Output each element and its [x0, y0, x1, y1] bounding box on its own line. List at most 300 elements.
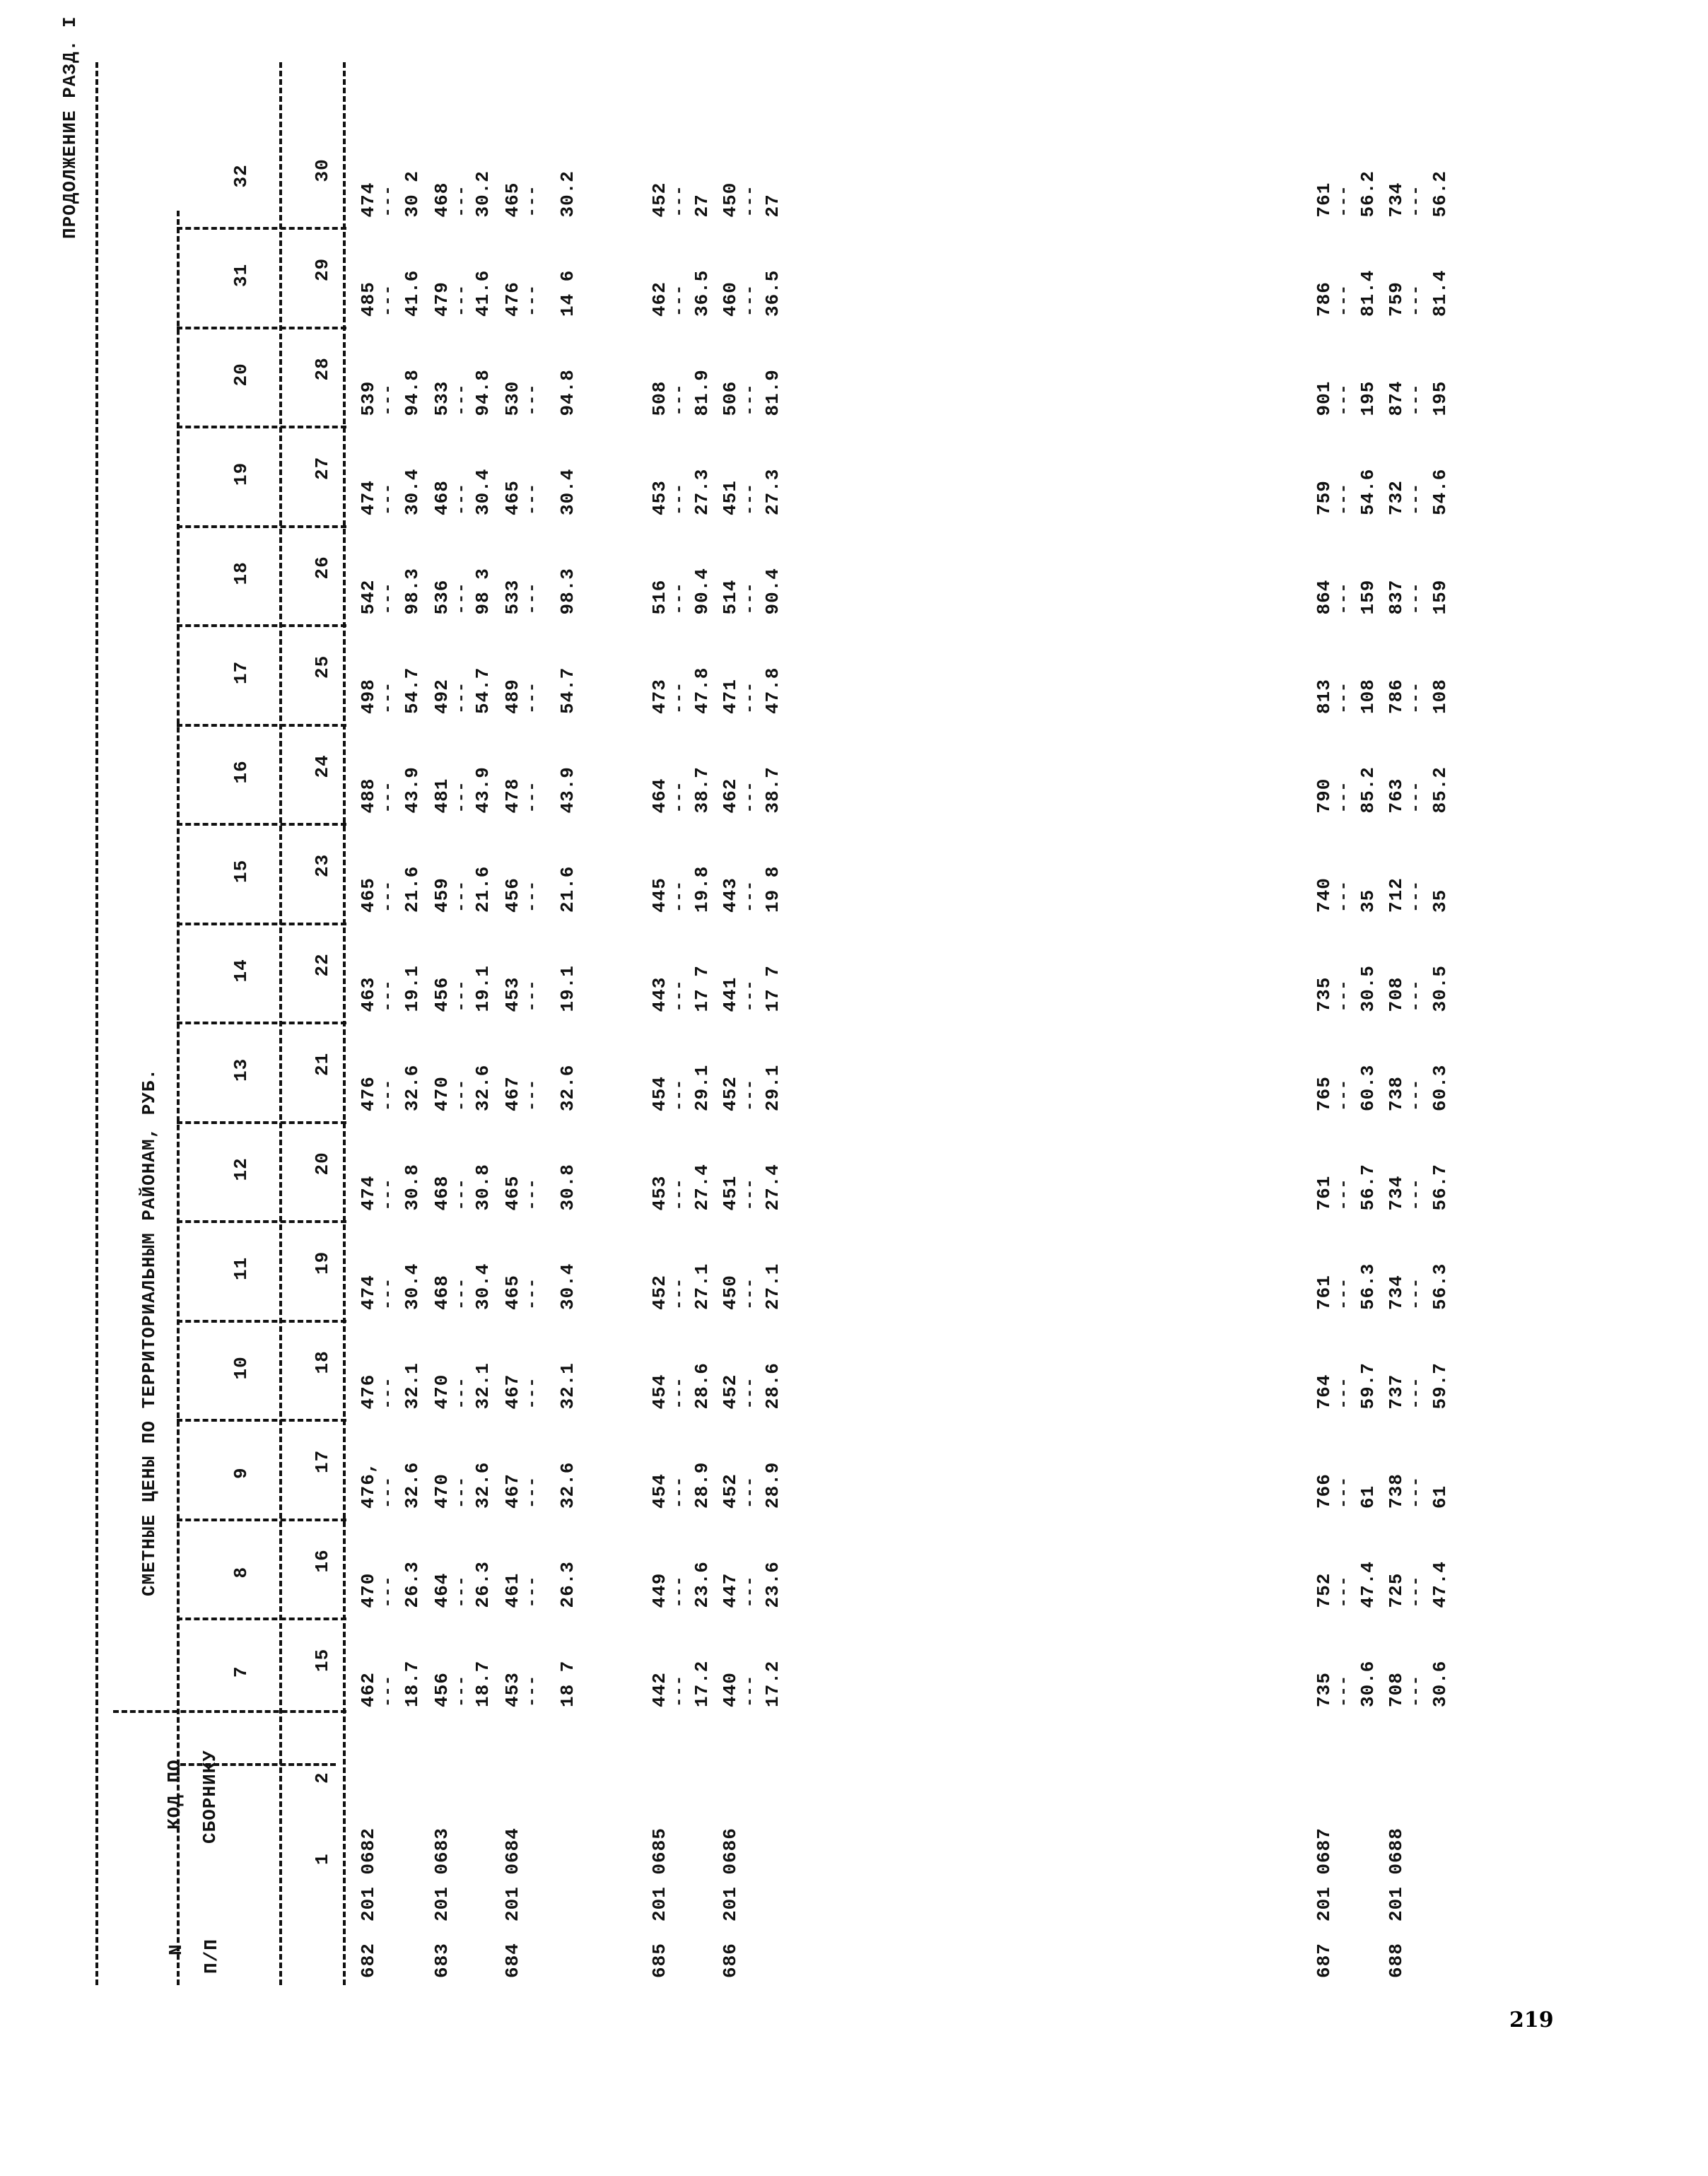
price-cell: 454 [649, 1473, 670, 1509]
row-number: 685 [649, 1943, 670, 1978]
price-cell: 159 [1357, 579, 1379, 615]
price-cell: 492 [431, 679, 452, 714]
price-cell: 738 [1386, 1473, 1407, 1509]
fraction-separator: --- [670, 283, 689, 317]
fraction-separator: --- [670, 1078, 689, 1111]
fraction-separator: --- [670, 1475, 689, 1509]
price-cell: 734 [1386, 1175, 1407, 1211]
price-cell: 19 8 [762, 865, 783, 913]
price-cell: 30.4 [472, 468, 493, 515]
fraction-separator: --- [741, 681, 760, 714]
price-cell: 451 [720, 480, 741, 515]
fraction-separator: --- [452, 482, 472, 515]
price-cell: 447 [720, 1572, 741, 1608]
column-divider [177, 1320, 346, 1323]
column-divider [177, 525, 346, 528]
price-cell: 30.4 [402, 1263, 423, 1310]
price-cell: 32.1 [472, 1362, 493, 1410]
fraction-separator: --- [523, 780, 542, 814]
price-cell: 32.6 [557, 1064, 578, 1111]
price-cell: 465 [358, 877, 379, 913]
fraction-separator: --- [379, 1575, 398, 1608]
price-cell: 98.3 [557, 568, 578, 615]
fraction-separator: --- [523, 185, 542, 218]
price-cell: 467 [502, 1076, 523, 1111]
row-code: 201 0687 [1314, 1827, 1335, 1921]
fraction-separator: --- [379, 681, 398, 714]
column-index: 23 [312, 853, 333, 877]
price-cell: 60.3 [1357, 1064, 1379, 1111]
price-cell: 54.7 [472, 667, 493, 714]
fraction-separator: --- [379, 482, 398, 515]
fraction-separator: --- [523, 383, 542, 416]
price-cell: 14 6 [557, 269, 578, 317]
price-cell: 17 7 [762, 965, 783, 1012]
fraction-separator: --- [523, 979, 542, 1012]
group-title: СМЕТНЫЕ ЦЕНЫ ПО ТЕРРИТОРИАЛЬНЫМ РАЙОНАМ, РУБ. [139, 1067, 160, 1596]
price-cell: 735 [1314, 976, 1335, 1012]
price-cell: 461 [502, 1572, 523, 1608]
price-cell: 30.2 [472, 170, 493, 218]
price-cell: 474 [358, 480, 379, 515]
fraction-separator: --- [1335, 979, 1354, 1012]
price-cell: 32.1 [557, 1362, 578, 1410]
price-cell: 462 [720, 778, 741, 814]
price-cell: 456 [431, 976, 452, 1012]
price-cell: 761 [1314, 1275, 1335, 1310]
fraction-separator: --- [452, 1376, 472, 1410]
price-cell: 54.6 [1357, 468, 1379, 515]
fraction-separator: --- [670, 681, 689, 714]
fraction-separator: --- [741, 1078, 760, 1111]
fraction-separator: --- [1335, 1078, 1354, 1111]
col-code-top: КОД ПО [164, 1759, 185, 1830]
price-cell: 874 [1386, 380, 1407, 416]
price-cell: 734 [1386, 182, 1407, 218]
price-cell: 453 [649, 1175, 670, 1211]
price-cell: 454 [649, 1374, 670, 1410]
fraction-separator: --- [379, 1376, 398, 1410]
price-cell: 508 [649, 380, 670, 416]
price-cell: 56.3 [1429, 1263, 1451, 1310]
fraction-separator: --- [452, 283, 472, 317]
price-cell: 459 [431, 877, 452, 913]
row-number: 688 [1386, 1943, 1407, 1978]
fraction-separator: --- [741, 1674, 760, 1707]
fraction-separator: --- [670, 383, 689, 416]
price-cell: 61 [1429, 1485, 1451, 1509]
fraction-separator: --- [1335, 482, 1354, 515]
price-cell: 465 [502, 480, 523, 515]
price-cell: 32.6 [472, 1064, 493, 1111]
price-cell: 450 [720, 1275, 741, 1310]
col-num-bottom: П/П [201, 1938, 222, 1974]
price-cell: 18 7 [557, 1660, 578, 1707]
region-number: 31 [230, 263, 252, 287]
fraction-separator: --- [741, 1178, 760, 1211]
price-cell: 474 [358, 182, 379, 218]
price-cell: 533 [502, 579, 523, 615]
fraction-separator: --- [452, 1475, 472, 1509]
price-cell: 28.9 [762, 1461, 783, 1509]
region-number: 16 [230, 760, 252, 784]
price-cell: 47.4 [1429, 1561, 1451, 1608]
fraction-separator: --- [741, 283, 760, 317]
fraction-separator: --- [1335, 1475, 1354, 1509]
price-cell: 32.1 [402, 1362, 423, 1410]
price-cell: 26.3 [402, 1561, 423, 1608]
page-number: 219 [1509, 2008, 1554, 2032]
fraction-separator: --- [1335, 1674, 1354, 1707]
fraction-separator: --- [523, 283, 542, 317]
price-cell: 786 [1386, 679, 1407, 714]
fraction-separator: --- [670, 879, 689, 913]
fraction-separator: --- [379, 283, 398, 317]
fraction-separator: --- [1407, 1575, 1426, 1608]
price-cell: 59.7 [1357, 1362, 1379, 1410]
region-number: 9 [230, 1467, 252, 1479]
fraction-separator: --- [1335, 681, 1354, 714]
fraction-separator: --- [1407, 1475, 1426, 1509]
fraction-separator: --- [741, 582, 760, 615]
fraction-separator: --- [379, 185, 398, 218]
fraction-separator: --- [670, 482, 689, 515]
price-cell: 734 [1386, 1275, 1407, 1310]
price-cell: 30 2 [402, 170, 423, 218]
price-cell: 901 [1314, 380, 1335, 416]
price-cell: 452 [720, 1076, 741, 1111]
price-cell: 442 [649, 1672, 670, 1707]
row-code: 201 0682 [358, 1827, 379, 1921]
price-cell: 30.4 [557, 1263, 578, 1310]
price-cell: 530 [502, 380, 523, 416]
fraction-separator: --- [670, 780, 689, 814]
column-index: 21 [312, 1052, 333, 1076]
fraction-separator: --- [523, 681, 542, 714]
fraction-separator: --- [523, 1078, 542, 1111]
row-number: 683 [431, 1943, 452, 1978]
region-number: 18 [230, 561, 252, 585]
fraction-separator: --- [1335, 879, 1354, 913]
price-cell: 47.8 [691, 667, 713, 714]
price-cell: 708 [1386, 1672, 1407, 1707]
region-number: 11 [230, 1256, 252, 1280]
fraction-separator: --- [741, 1575, 760, 1608]
price-cell: 29.1 [762, 1064, 783, 1111]
price-cell: 30.2 [557, 170, 578, 218]
row-number: 686 [720, 1943, 741, 1978]
price-cell: 864 [1314, 579, 1335, 615]
fraction-separator: --- [452, 185, 472, 218]
price-cell: 440 [720, 1672, 741, 1707]
fraction-separator: --- [452, 1078, 472, 1111]
price-cell: 465 [502, 1175, 523, 1211]
price-cell: 81.4 [1429, 269, 1451, 317]
fraction-separator: --- [670, 979, 689, 1012]
fraction-separator: --- [452, 780, 472, 814]
column-divider [180, 1763, 336, 1766]
fraction-separator: --- [670, 185, 689, 218]
price-cell: 463 [358, 976, 379, 1012]
price-cell: 21.6 [557, 865, 578, 913]
price-cell: 28.9 [691, 1461, 713, 1509]
price-cell: 27.4 [762, 1164, 783, 1211]
price-cell: 27.4 [691, 1164, 713, 1211]
row-code: 201 0688 [1386, 1827, 1407, 1921]
price-cell: 47.8 [762, 667, 783, 714]
column-divider [113, 1710, 346, 1713]
price-cell: 23.6 [762, 1561, 783, 1608]
column-divider [177, 1221, 346, 1224]
column-index: 16 [312, 1549, 333, 1573]
fraction-separator: --- [523, 1178, 542, 1211]
price-cell: 43.9 [472, 766, 493, 814]
price-cell: 712 [1386, 877, 1407, 913]
price-cell: 765 [1314, 1076, 1335, 1111]
price-cell: 47.4 [1357, 1561, 1379, 1608]
fraction-separator: --- [379, 582, 398, 615]
price-cell: 476, [358, 1461, 379, 1509]
column-index: 24 [312, 754, 333, 778]
price-cell: 30.6 [1357, 1660, 1379, 1707]
price-cell: 30.6 [1429, 1660, 1451, 1707]
price-cell: 43.9 [557, 766, 578, 814]
price-cell: 17.2 [762, 1660, 783, 1707]
price-cell: 30.4 [472, 1263, 493, 1310]
price-cell: 456 [431, 1672, 452, 1707]
price-cell: 56.2 [1429, 170, 1451, 218]
row-number: 682 [358, 1943, 379, 1978]
fraction-separator: --- [379, 1078, 398, 1111]
row-number: 687 [1314, 1943, 1335, 1978]
fraction-separator: --- [1407, 1674, 1426, 1707]
column-index: 27 [312, 456, 333, 480]
fraction-separator: --- [741, 979, 760, 1012]
fraction-separator: --- [379, 1277, 398, 1310]
fraction-separator: --- [741, 1376, 760, 1410]
price-cell: 488 [358, 778, 379, 814]
fraction-separator: --- [670, 1376, 689, 1410]
price-cell: 452 [720, 1473, 741, 1509]
price-cell: 56.7 [1429, 1164, 1451, 1211]
column-index: 18 [312, 1350, 333, 1374]
price-cell: 536 [431, 579, 452, 615]
fraction-separator: --- [741, 383, 760, 416]
column-index: 1 [312, 1853, 333, 1865]
fraction-separator: --- [452, 1178, 472, 1211]
price-cell: 30.5 [1357, 965, 1379, 1012]
price-cell: 476 [358, 1374, 379, 1410]
price-cell: 59.7 [1429, 1362, 1451, 1410]
price-cell: 539 [358, 380, 379, 416]
fraction-separator: --- [1407, 383, 1426, 416]
price-cell: 763 [1386, 778, 1407, 814]
fraction-separator: --- [1407, 582, 1426, 615]
column-index: 25 [312, 655, 333, 679]
price-cell: 35 [1357, 889, 1379, 913]
fraction-separator: --- [379, 780, 398, 814]
price-cell: 470 [431, 1374, 452, 1410]
fraction-separator: --- [452, 979, 472, 1012]
price-cell: 445 [649, 877, 670, 913]
region-number: 14 [230, 959, 252, 983]
fraction-separator: --- [741, 780, 760, 814]
price-cell: 19.1 [557, 965, 578, 1012]
price-cell: 30.5 [1429, 965, 1451, 1012]
price-cell: 478 [502, 778, 523, 814]
column-index: 17 [312, 1449, 333, 1473]
price-cell: 41.6 [402, 269, 423, 317]
price-cell: 474 [358, 1275, 379, 1310]
price-cell: 27.3 [762, 468, 783, 515]
price-cell: 32.6 [402, 1064, 423, 1111]
price-cell: 60.3 [1429, 1064, 1451, 1111]
fraction-separator: --- [379, 979, 398, 1012]
fraction-separator: --- [379, 879, 398, 913]
price-cell: 453 [502, 1672, 523, 1707]
continuation-label: ПРОДОЛЖЕНИЕ РАЗД. I [59, 16, 81, 239]
row-code: 201 0686 [720, 1827, 741, 1921]
price-cell: 17 7 [691, 965, 713, 1012]
price-cell: 542 [358, 579, 379, 615]
price-cell: 28.6 [691, 1362, 713, 1410]
price-cell: 443 [649, 976, 670, 1012]
fraction-separator: --- [1335, 1575, 1354, 1608]
column-index: 19 [312, 1251, 333, 1275]
fraction-separator: --- [670, 1277, 689, 1310]
fraction-separator: --- [1407, 979, 1426, 1012]
price-cell: 27.1 [691, 1263, 713, 1310]
price-cell: 56.3 [1357, 1263, 1379, 1310]
region-number: 12 [230, 1157, 252, 1181]
fraction-separator: --- [1407, 482, 1426, 515]
price-cell: 98.3 [402, 568, 423, 615]
region-number: 19 [230, 462, 252, 486]
fraction-separator: --- [1407, 1078, 1426, 1111]
fraction-separator: --- [1335, 383, 1354, 416]
column-index: 15 [312, 1648, 333, 1672]
price-cell: 452 [649, 1275, 670, 1310]
column-divider [177, 1519, 346, 1521]
region-number: 7 [230, 1666, 252, 1678]
fraction-separator: --- [452, 681, 472, 714]
column-divider [177, 1618, 346, 1621]
price-cell: 81.9 [691, 369, 713, 416]
price-cell: 454 [649, 1076, 670, 1111]
price-cell: 85.2 [1357, 766, 1379, 814]
price-cell: 30.8 [472, 1164, 493, 1211]
price-cell: 27 [762, 194, 783, 218]
column-divider [177, 1420, 346, 1422]
price-cell: 94.8 [557, 369, 578, 416]
price-cell: 29.1 [691, 1064, 713, 1111]
col-num-top: N [165, 1943, 187, 1955]
price-cell: 61 [1357, 1485, 1379, 1509]
fraction-separator: --- [379, 1178, 398, 1211]
price-cell: 464 [649, 778, 670, 814]
price-cell: 471 [720, 679, 741, 714]
fraction-separator: --- [1335, 1376, 1354, 1410]
fraction-separator: --- [1407, 1277, 1426, 1310]
price-cell: 506 [720, 380, 741, 416]
price-cell: 35 [1429, 889, 1451, 913]
row-code: 201 0684 [502, 1827, 523, 1921]
row-code: 201 0685 [649, 1827, 670, 1921]
price-cell: 36.5 [762, 269, 783, 317]
price-cell: 18.7 [472, 1660, 493, 1707]
price-cell: 27.1 [762, 1263, 783, 1310]
fraction-separator: --- [741, 482, 760, 515]
column-divider [177, 327, 346, 329]
price-cell: 708 [1386, 976, 1407, 1012]
fraction-separator: --- [741, 185, 760, 218]
price-cell: 81.4 [1357, 269, 1379, 317]
price-cell: 759 [1386, 281, 1407, 317]
fraction-separator: --- [1335, 780, 1354, 814]
price-cell: 460 [720, 281, 741, 317]
price-cell: 36.5 [691, 269, 713, 317]
price-cell: 456 [502, 877, 523, 913]
price-cell: 54.7 [402, 667, 423, 714]
price-cell: 470 [431, 1473, 452, 1509]
price-cell: 467 [502, 1374, 523, 1410]
fraction-separator: --- [523, 1575, 542, 1608]
fraction-separator: --- [523, 582, 542, 615]
price-cell: 43.9 [402, 766, 423, 814]
price-cell: 450 [720, 182, 741, 218]
price-cell: 23.6 [691, 1561, 713, 1608]
region-number: 15 [230, 859, 252, 883]
fraction-separator: --- [670, 1575, 689, 1608]
price-cell: 452 [720, 1374, 741, 1410]
price-cell: 766 [1314, 1473, 1335, 1509]
fraction-separator: --- [1335, 1178, 1354, 1211]
fraction-separator: --- [452, 383, 472, 416]
price-cell: 451 [720, 1175, 741, 1211]
price-cell: 90.4 [762, 568, 783, 615]
price-cell: 790 [1314, 778, 1335, 814]
row-divider [177, 211, 180, 1985]
fraction-separator: --- [523, 482, 542, 515]
price-cell: 21.6 [402, 865, 423, 913]
price-cell: 516 [649, 579, 670, 615]
price-cell: 453 [502, 976, 523, 1012]
price-cell: 468 [431, 1275, 452, 1310]
price-cell: 18.7 [402, 1660, 423, 1707]
fraction-separator: --- [452, 1674, 472, 1707]
column-divider [177, 228, 346, 230]
price-cell: 54.7 [557, 667, 578, 714]
col-code-bottom: СБОРНИКУ [199, 1750, 221, 1844]
fraction-separator: --- [452, 879, 472, 913]
price-cell: 94.8 [472, 369, 493, 416]
price-cell: 462 [358, 1672, 379, 1707]
price-cell: 94.8 [402, 369, 423, 416]
price-cell: 81.9 [762, 369, 783, 416]
fraction-separator: --- [1407, 879, 1426, 913]
price-cell: 764 [1314, 1374, 1335, 1410]
price-cell: 38.7 [691, 766, 713, 814]
price-cell: 30.4 [402, 468, 423, 515]
price-cell: 41.6 [472, 269, 493, 317]
price-cell: 195 [1357, 380, 1379, 416]
price-cell: 453 [649, 480, 670, 515]
fraction-separator: --- [379, 1475, 398, 1509]
price-cell: 470 [358, 1572, 379, 1608]
fraction-separator: --- [1335, 582, 1354, 615]
fraction-separator: --- [1407, 681, 1426, 714]
column-index: 26 [312, 556, 333, 580]
